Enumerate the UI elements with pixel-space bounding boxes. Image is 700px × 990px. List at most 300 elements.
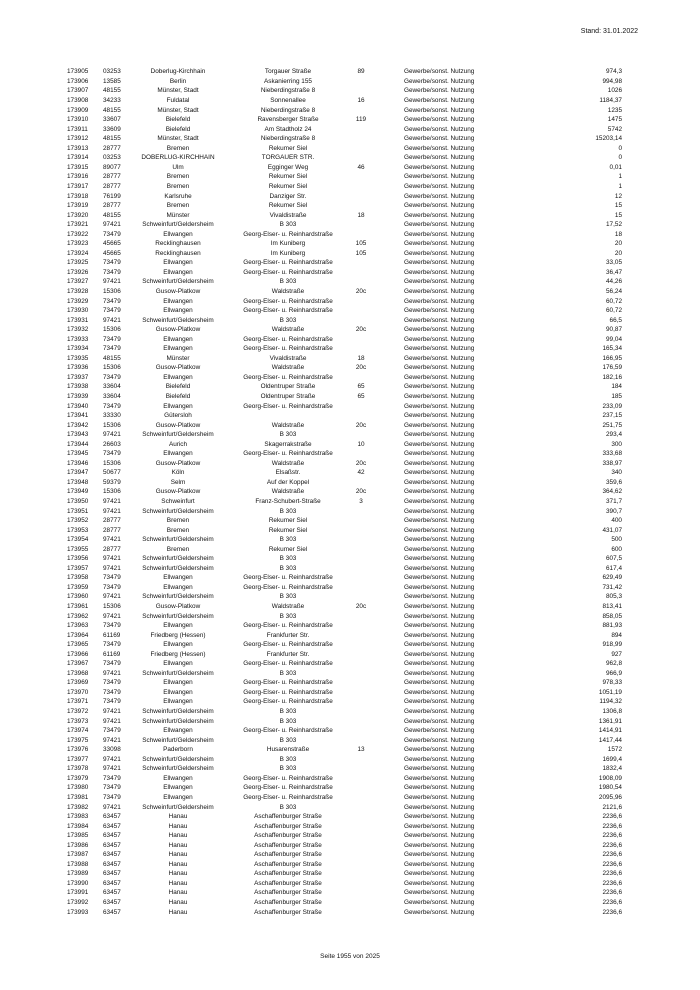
cell-id: 173944	[67, 440, 89, 448]
table-row	[0, 192, 700, 202]
table-row	[0, 201, 700, 211]
cell-plz: 97421	[103, 708, 121, 716]
cell-flaeche: 185	[611, 392, 622, 400]
cell-nutzungsart: Gewerbe/sonst. Nutzung	[404, 555, 475, 563]
cell-plz: 48155	[103, 135, 121, 143]
cell-flaeche: 371,7	[606, 498, 622, 505]
cell-ort: Ellwangen	[163, 679, 193, 687]
cell-flaeche: 2121,6	[602, 803, 622, 811]
cell-plz: 28777	[103, 182, 121, 190]
cell-ort: Ellwangen	[163, 583, 193, 591]
cell-ort: Schweinfurt/Geldersheim	[142, 717, 214, 725]
cell-flaeche: 500	[611, 536, 622, 544]
cell-flaeche: 1475	[607, 116, 622, 124]
cell-id: 173932	[67, 326, 89, 334]
cell-plz: 28777	[103, 545, 121, 553]
cell-plz: 97421	[103, 278, 121, 286]
cell-id: 173943	[67, 431, 89, 439]
cell-id: 173924	[67, 249, 89, 257]
cell-nutzungsart: Gewerbe/sonst. Nutzung	[404, 450, 475, 458]
cell-ort: Hanau	[168, 889, 188, 897]
cell-nutzungsart: Gewerbe/sonst. Nutzung	[404, 345, 475, 353]
cell-strasse: Askanierring 155	[264, 77, 312, 85]
cell-ort: Bremen	[166, 526, 190, 534]
cell-strasse: Aschaffenburger Straße	[254, 841, 322, 849]
cell-strasse: Georg-Elser- u. Reinhardstraße	[243, 297, 333, 305]
cell-id: 173983	[67, 813, 89, 821]
cell-plz: 76199	[103, 192, 121, 200]
cell-plz: 13585	[103, 77, 121, 85]
cell-nutzungsart: Gewerbe/sonst. Nutzung	[404, 192, 475, 200]
cell-id: 173980	[67, 784, 89, 792]
cell-hausnummer: 20c	[355, 364, 367, 372]
table-row	[0, 392, 700, 402]
cell-flaeche: 962,8	[606, 660, 622, 668]
cell-nutzungsart: Gewerbe/sonst. Nutzung	[404, 564, 475, 572]
cell-strasse: Georg-Elser- u. Reinhardstraße	[243, 345, 333, 353]
cell-id: 173917	[67, 182, 89, 190]
cell-ort: Friedberg (Hessen)	[150, 631, 206, 639]
cell-hausnummer: 20c	[355, 488, 367, 496]
cell-id: 173930	[67, 307, 89, 315]
table-row	[0, 908, 700, 918]
table-row	[0, 803, 700, 813]
cell-plz: 28777	[103, 173, 121, 181]
cell-flaeche: 20	[614, 249, 622, 257]
cell-nutzungsart: Gewerbe/sonst. Nutzung	[404, 316, 475, 324]
table-row	[0, 382, 700, 392]
cell-hausnummer: 20c	[355, 603, 367, 611]
cell-plz: 73479	[103, 307, 121, 315]
table-row	[0, 449, 700, 459]
cell-nutzungsart: Gewerbe/sonst. Nutzung	[404, 154, 475, 162]
cell-strasse: Waldstraße	[271, 364, 305, 372]
table-row	[0, 755, 700, 765]
cell-strasse: Georg-Elser- u. Reinhardstraße	[243, 679, 333, 687]
cell-id: 173963	[67, 622, 89, 630]
cell-strasse: Oldentruper Straße	[260, 383, 316, 391]
cell-ort: Bielefeld	[165, 392, 191, 400]
cell-flaeche: 12	[614, 192, 622, 200]
cell-plz: 15306	[103, 364, 121, 372]
table-row	[0, 602, 700, 612]
cell-ort: Aurich	[168, 440, 188, 448]
cell-strasse: B 303	[279, 593, 297, 601]
table-row	[0, 516, 700, 526]
cell-strasse: Rekumer Siel	[268, 526, 308, 534]
cell-plz: 97421	[103, 765, 121, 773]
cell-id: 173941	[67, 412, 89, 420]
cell-id: 173919	[67, 202, 89, 210]
cell-strasse: Vivaldistraße	[269, 211, 307, 219]
cell-flaeche: 431,07	[602, 526, 622, 534]
cell-strasse: Oldentruper Straße	[260, 392, 316, 400]
cell-flaeche: 881,93	[602, 622, 622, 630]
cell-nutzungsart: Gewerbe/sonst. Nutzung	[404, 259, 475, 267]
cell-ort: Schweinfurt/Geldersheim	[142, 316, 214, 324]
cell-flaeche: 18	[614, 230, 622, 238]
cell-flaeche: 176,59	[602, 364, 622, 372]
table-row	[0, 163, 700, 173]
table-row	[0, 678, 700, 688]
cell-nutzungsart: Gewerbe/sonst. Nutzung	[404, 774, 475, 782]
cell-plz: 97421	[103, 717, 121, 725]
table-row	[0, 592, 700, 602]
cell-id: 173940	[67, 402, 89, 410]
cell-flaeche: 2236,6	[602, 870, 622, 878]
cell-id: 173947	[67, 469, 89, 477]
cell-ort: Schweinfurt/Geldersheim	[142, 612, 214, 620]
cell-ort: Ellwangen	[163, 574, 193, 582]
cell-ort: Ellwangen	[163, 230, 193, 238]
table-row	[0, 459, 700, 469]
cell-nutzungsart: Gewerbe/sonst. Nutzung	[404, 335, 475, 343]
cell-ort: Schweinfurt/Geldersheim	[142, 507, 214, 515]
cell-ort: Schweinfurt/Geldersheim	[142, 803, 214, 811]
cell-nutzungsart: Gewerbe/sonst. Nutzung	[404, 688, 475, 696]
cell-plz: 73479	[103, 793, 121, 801]
cell-nutzungsart: Gewerbe/sonst. Nutzung	[404, 354, 475, 362]
cell-nutzungsart: Gewerbe/sonst. Nutzung	[404, 478, 475, 486]
cell-flaeche: 166,95	[602, 354, 622, 362]
cell-strasse: Aschaffenburger Straße	[254, 832, 322, 840]
cell-id: 173920	[67, 211, 89, 219]
cell-flaeche: 629,49	[602, 574, 622, 582]
cell-hausnummer: 105	[355, 249, 367, 257]
cell-ort: Ellwangen	[163, 268, 193, 276]
page-number: Seite 1955 von 2025	[320, 953, 380, 960]
cell-plz: 63457	[103, 832, 121, 840]
cell-strasse: Waldstraße	[271, 421, 305, 429]
cell-strasse: B 303	[279, 431, 297, 439]
cell-id: 173923	[67, 240, 89, 248]
cell-nutzungsart: Gewerbe/sonst. Nutzung	[404, 717, 475, 725]
cell-id: 173942	[67, 421, 89, 429]
cell-flaeche: 0	[618, 154, 622, 162]
cell-flaeche: 1194,32	[599, 698, 622, 706]
cell-hausnummer: 20c	[355, 459, 367, 467]
table-row	[0, 783, 700, 793]
cell-id: 173926	[67, 268, 89, 276]
table-row	[0, 526, 700, 536]
cell-plz: 73479	[103, 345, 121, 353]
cell-ort: Hanau	[168, 822, 188, 830]
cell-flaeche: 400	[611, 517, 622, 525]
cell-hausnummer: 13	[357, 746, 365, 754]
cell-flaeche: 617,4	[606, 564, 622, 572]
cell-nutzungsart: Gewerbe/sonst. Nutzung	[404, 765, 475, 773]
cell-id: 173978	[67, 765, 89, 773]
table-row	[0, 822, 700, 832]
cell-ort: Hanau	[168, 898, 188, 906]
cell-plz: 73479	[103, 373, 121, 381]
cell-plz: 97421	[103, 536, 121, 544]
table-row	[0, 554, 700, 564]
cell-ort: Ellwangen	[163, 727, 193, 735]
cell-nutzungsart: Gewerbe/sonst. Nutzung	[404, 221, 475, 229]
cell-id: 173990	[67, 879, 89, 887]
cell-strasse: Georg-Elser- u. Reinhardstraße	[243, 727, 333, 735]
table-row	[0, 745, 700, 755]
cell-ort: Ellwangen	[163, 793, 193, 801]
cell-flaeche: 20	[614, 240, 622, 248]
cell-id: 173971	[67, 698, 89, 706]
cell-flaeche: 2236,6	[602, 860, 622, 868]
cell-plz: 97421	[103, 498, 121, 505]
cell-strasse: Rekumer Siel	[268, 173, 308, 181]
data-table	[0, 67, 700, 917]
cell-nutzungsart: Gewerbe/sonst. Nutzung	[404, 622, 475, 630]
table-row	[0, 325, 700, 335]
cell-flaeche: 56,24	[606, 287, 622, 295]
cell-strasse: Georg-Elser- u. Reinhardstraße	[243, 698, 333, 706]
cell-plz: 15306	[103, 326, 121, 334]
cell-flaeche: 731,42	[602, 583, 622, 591]
cell-nutzungsart: Gewerbe/sonst. Nutzung	[404, 755, 475, 763]
cell-plz: 97421	[103, 736, 121, 744]
cell-nutzungsart: Gewerbe/sonst. Nutzung	[404, 392, 475, 400]
cell-strasse: B 303	[279, 669, 297, 677]
cell-plz: 63457	[103, 898, 121, 906]
cell-plz: 97421	[103, 612, 121, 620]
cell-flaeche: 15203,14	[595, 135, 622, 143]
cell-flaeche: 390,7	[606, 507, 622, 515]
cell-flaeche: 184	[611, 383, 622, 391]
cell-flaeche: 1361,91	[598, 717, 622, 725]
cell-ort: Selm	[170, 478, 186, 486]
cell-strasse: Aschaffenburger Straße	[254, 889, 322, 897]
cell-nutzungsart: Gewerbe/sonst. Nutzung	[404, 440, 475, 448]
cell-nutzungsart: Gewerbe/sonst. Nutzung	[404, 746, 475, 754]
table-row	[0, 793, 700, 803]
cell-nutzungsart: Gewerbe/sonst. Nutzung	[404, 202, 475, 210]
table-row	[0, 230, 700, 240]
cell-ort: Hanau	[168, 851, 188, 859]
cell-flaeche: 5742	[607, 125, 622, 133]
cell-flaeche: 293,4	[606, 431, 622, 439]
cell-ort: Ellwangen	[163, 622, 193, 630]
cell-flaeche: 1051,19	[598, 688, 622, 696]
cell-plz: 61169	[103, 631, 121, 639]
table-row	[0, 468, 700, 478]
table-row	[0, 697, 700, 707]
cell-id: 173929	[67, 297, 89, 305]
cell-ort: Hanau	[168, 841, 188, 849]
cell-nutzungsart: Gewerbe/sonst. Nutzung	[404, 679, 475, 687]
cell-ort: Gusow-Platkow	[155, 364, 201, 372]
table-row	[0, 507, 700, 517]
cell-strasse: Nieberdingstraße 8	[260, 135, 316, 143]
cell-id: 173927	[67, 278, 89, 286]
cell-flaeche: 600	[611, 545, 622, 553]
cell-flaeche: 0,01	[609, 163, 622, 171]
table-row	[0, 172, 700, 182]
cell-id: 173910	[67, 116, 89, 124]
cell-nutzungsart: Gewerbe/sonst. Nutzung	[404, 163, 475, 171]
table-row	[0, 669, 700, 679]
table-row	[0, 764, 700, 774]
cell-hausnummer: 46	[357, 163, 365, 171]
table-row	[0, 440, 700, 450]
table-row	[0, 335, 700, 345]
cell-strasse: B 303	[279, 507, 297, 515]
table-row	[0, 841, 700, 851]
table-row	[0, 707, 700, 717]
cell-flaeche: 36,47	[606, 268, 622, 276]
table-row	[0, 96, 700, 106]
table-row	[0, 297, 700, 307]
cell-ort: Recklinghausen	[155, 240, 201, 248]
cell-ort: Gusow-Platkow	[155, 459, 201, 467]
cell-strasse: Rekumer Siel	[268, 517, 308, 525]
cell-nutzungsart: Gewerbe/sonst. Nutzung	[404, 97, 475, 105]
table-row	[0, 182, 700, 192]
table-row	[0, 239, 700, 249]
cell-strasse: Sonnenallee	[270, 97, 306, 105]
cell-nutzungsart: Gewerbe/sonst. Nutzung	[404, 860, 475, 868]
cell-ort: Recklinghausen	[155, 249, 201, 257]
cell-flaeche: 300	[611, 440, 622, 448]
cell-strasse: Georg-Elser- u. Reinhardstraße	[243, 450, 333, 458]
cell-strasse: Georg-Elser- u. Reinhardstraße	[243, 259, 333, 267]
cell-nutzungsart: Gewerbe/sonst. Nutzung	[404, 526, 475, 534]
cell-hausnummer: 105	[355, 240, 367, 248]
cell-nutzungsart: Gewerbe/sonst. Nutzung	[404, 784, 475, 792]
cell-plz: 33607	[103, 116, 121, 124]
cell-plz: 73479	[103, 622, 121, 630]
cell-flaeche: 2236,6	[602, 822, 622, 830]
cell-strasse: Vivaldistraße	[269, 354, 307, 362]
cell-plz: 33330	[103, 412, 121, 420]
cell-nutzungsart: Gewerbe/sonst. Nutzung	[404, 268, 475, 276]
cell-plz: 63457	[103, 889, 121, 897]
table-row	[0, 535, 700, 545]
cell-nutzungsart: Gewerbe/sonst. Nutzung	[404, 297, 475, 305]
cell-ort: Hanau	[168, 832, 188, 840]
cell-strasse: Georg-Elser- u. Reinhardstraße	[243, 307, 333, 315]
cell-nutzungsart: Gewerbe/sonst. Nutzung	[404, 87, 475, 95]
cell-hausnummer: 89	[357, 68, 365, 76]
cell-plz: 73479	[103, 698, 121, 706]
cell-nutzungsart: Gewerbe/sonst. Nutzung	[404, 182, 475, 190]
cell-strasse: Rekumer Siel	[268, 545, 308, 553]
cell-flaeche: 1414,91	[598, 727, 622, 735]
table-row	[0, 220, 700, 230]
table-row	[0, 736, 700, 746]
cell-plz: 28777	[103, 517, 121, 525]
cell-strasse: Waldstraße	[271, 488, 305, 496]
cell-plz: 97421	[103, 316, 121, 324]
cell-flaeche: 15	[614, 202, 622, 210]
cell-ort: Ellwangen	[163, 373, 193, 381]
cell-plz: 73479	[103, 583, 121, 591]
table-row	[0, 869, 700, 879]
cell-ort: Bremen	[166, 202, 190, 210]
cell-ort: Schweinfurt/Geldersheim	[142, 431, 214, 439]
cell-strasse: Georg-Elser- u. Reinhardstraße	[243, 583, 333, 591]
cell-ort: Gusow-Platkow	[155, 326, 201, 334]
cell-plz: 28777	[103, 144, 121, 152]
table-row	[0, 153, 700, 163]
cell-ort: Schweinfurt/Geldersheim	[142, 564, 214, 572]
cell-id: 173939	[67, 392, 89, 400]
cell-ort: Ellwangen	[163, 774, 193, 782]
table-row	[0, 860, 700, 870]
cell-ort: Ulm	[172, 163, 184, 171]
cell-ort: Münster, Stadt	[157, 135, 199, 143]
cell-ort: Doberlug-Kirchhain	[150, 68, 206, 76]
cell-nutzungsart: Gewerbe/sonst. Nutzung	[404, 593, 475, 601]
table-row	[0, 497, 700, 507]
cell-ort: Schweinfurt/Geldersheim	[142, 221, 214, 229]
cell-flaeche: 251,75	[602, 421, 622, 429]
table-row	[0, 411, 700, 421]
cell-flaeche: 1	[618, 173, 622, 181]
cell-id: 173976	[67, 746, 89, 754]
cell-id: 173945	[67, 450, 89, 458]
cell-id: 173973	[67, 717, 89, 725]
cell-nutzungsart: Gewerbe/sonst. Nutzung	[404, 669, 475, 677]
cell-id: 173935	[67, 354, 89, 362]
cell-id: 173959	[67, 583, 89, 591]
cell-ort: Schweinfurt	[161, 498, 195, 505]
table-row	[0, 898, 700, 908]
cell-flaeche: 2236,6	[602, 813, 622, 821]
cell-ort: Gusow-Platkow	[155, 488, 201, 496]
cell-plz: 15306	[103, 603, 121, 611]
cell-strasse: Skagerrakstraße	[264, 440, 312, 448]
cell-strasse: Waldstraße	[271, 459, 305, 467]
cell-flaeche: 2236,6	[602, 841, 622, 849]
cell-hausnummer: 18	[357, 354, 365, 362]
table-row	[0, 487, 700, 497]
cell-strasse: Aschaffenburger Straße	[254, 898, 322, 906]
cell-id: 173937	[67, 373, 89, 381]
cell-ort: Friedberg (Hessen)	[150, 650, 206, 658]
cell-nutzungsart: Gewerbe/sonst. Nutzung	[404, 727, 475, 735]
cell-nutzungsart: Gewerbe/sonst. Nutzung	[404, 803, 475, 811]
cell-id: 173908	[67, 97, 89, 105]
cell-plz: 73479	[103, 402, 121, 410]
table-row	[0, 249, 700, 259]
cell-id: 173986	[67, 841, 89, 849]
cell-plz: 15306	[103, 459, 121, 467]
cell-hausnummer: 119	[355, 116, 367, 124]
cell-id: 173946	[67, 459, 89, 467]
cell-id: 173968	[67, 669, 89, 677]
table-row	[0, 717, 700, 727]
cell-nutzungsart: Gewerbe/sonst. Nutzung	[404, 851, 475, 859]
cell-flaeche: 1699,4	[602, 755, 622, 763]
cell-flaeche: 1	[618, 182, 622, 190]
cell-plz: 63457	[103, 841, 121, 849]
cell-nutzungsart: Gewerbe/sonst. Nutzung	[404, 736, 475, 744]
cell-ort: Hanau	[168, 879, 188, 887]
cell-id: 173988	[67, 860, 89, 868]
cell-nutzungsart: Gewerbe/sonst. Nutzung	[404, 488, 475, 496]
cell-id: 173933	[67, 335, 89, 343]
cell-flaeche: 60,72	[606, 307, 622, 315]
cell-nutzungsart: Gewerbe/sonst. Nutzung	[404, 287, 475, 295]
table-row	[0, 115, 700, 125]
cell-nutzungsart: Gewerbe/sonst. Nutzung	[404, 908, 475, 916]
cell-plz: 73479	[103, 335, 121, 343]
cell-hausnummer: 20c	[355, 326, 367, 334]
cell-ort: Schweinfurt/Geldersheim	[142, 765, 214, 773]
cell-flaeche: 60,72	[606, 297, 622, 305]
cell-ort: Ellwangen	[163, 784, 193, 792]
cell-hausnummer: 42	[357, 469, 365, 477]
